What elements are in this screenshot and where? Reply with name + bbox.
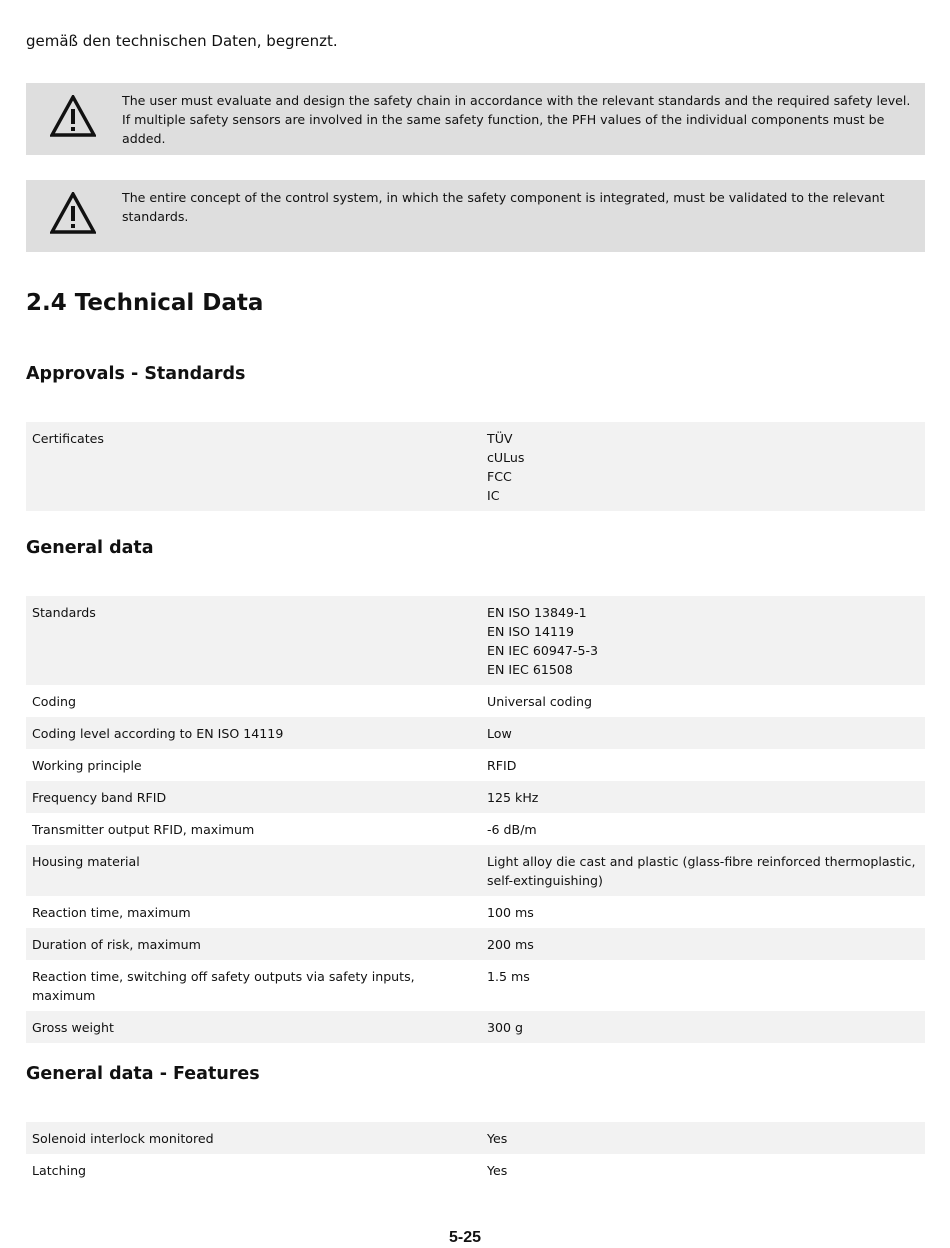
general-data-table (26, 596, 925, 1043)
features-table (26, 1122, 925, 1186)
spec-value (481, 896, 925, 928)
spec-value-line: 100 ms (487, 905, 534, 920)
spec-value (481, 1011, 925, 1043)
page-number: 5-25 (448, 1229, 482, 1246)
spec-key: Working principle (26, 749, 481, 781)
spec-key: Frequency band RFID (26, 781, 481, 813)
spec-value (481, 960, 925, 1011)
spec-key: Solenoid interlock monitored (26, 1122, 481, 1154)
spec-key: Certificates (26, 422, 481, 511)
spec-value (481, 928, 925, 960)
spec-value-line: 300 g (487, 1020, 524, 1035)
spec-value-line: IC (487, 488, 500, 503)
spec-value-line: -6 dB/m (487, 822, 537, 837)
table-row (26, 749, 925, 781)
spec-value-line: RFID (487, 758, 517, 773)
warning-box (26, 180, 925, 252)
spec-value-line: Yes (487, 1163, 508, 1178)
warning-text: The user must evaluate and design the safety chain in accordance with the relevant standards and the required safety level. If multiple safety sensors are involved in the same safety function, the PFH values of the individual components must be added. (122, 93, 911, 146)
warning-triangle-icon (50, 95, 96, 137)
spec-value-line: FCC (487, 469, 512, 484)
warning-box (26, 83, 925, 155)
spec-value-line: Universal coding (487, 694, 592, 709)
spec-value (481, 813, 925, 845)
table-row (26, 685, 925, 717)
spec-value (481, 749, 925, 781)
table-row (26, 717, 925, 749)
spec-value (481, 781, 925, 813)
spec-value (481, 845, 925, 896)
spec-key: Transmitter output RFID, maximum (26, 813, 481, 845)
spec-value-line: EN IEC 61508 (487, 662, 573, 677)
spec-key: Latching (26, 1154, 481, 1186)
approvals-table (26, 422, 925, 511)
spec-value (481, 1154, 925, 1186)
spec-value (481, 1122, 925, 1154)
spec-value-line: cULus (487, 450, 525, 465)
section-title: 2.4 Technical Data (26, 290, 264, 316)
spec-key: Gross weight (26, 1011, 481, 1043)
table-row (26, 1122, 925, 1154)
spec-key: Reaction time, maximum (26, 896, 481, 928)
spec-value-line: 125 kHz (487, 790, 539, 805)
approvals-heading: Approvals - Standards (26, 364, 246, 384)
table-row (26, 813, 925, 845)
general-data-heading: General data (26, 538, 154, 558)
spec-value-line: Yes (487, 1131, 508, 1146)
spec-key: Standards (26, 596, 481, 685)
spec-value-line: 1.5 ms (487, 969, 530, 984)
spec-key: Coding level according to EN ISO 14119 (26, 717, 481, 749)
table-row (26, 1154, 925, 1186)
table-row (26, 1011, 925, 1043)
spec-value-line: 200 ms (487, 937, 534, 952)
spec-value-line: EN IEC 60947-5-3 (487, 643, 599, 658)
spec-value-line: TÜV (487, 431, 513, 446)
warning-text: The entire concept of the control system, in which the safety component is integrated, must be validated to the relevant standards. (122, 190, 885, 224)
table-row (26, 928, 925, 960)
table-row (26, 960, 925, 1011)
spec-key: Coding (26, 685, 481, 717)
table-row (26, 896, 925, 928)
spec-value-line: Light alloy die cast and plastic (glass-fibre reinforced thermoplastic, self-extinguishing) (487, 854, 916, 888)
table-row (26, 596, 925, 685)
intro-text: gemäß den technischen Daten, begrenzt. (26, 32, 338, 50)
table-row (26, 781, 925, 813)
spec-key: Housing material (26, 845, 481, 896)
spec-value (481, 422, 925, 511)
table-row (26, 422, 925, 511)
spec-value-line: EN ISO 14119 (487, 624, 575, 639)
warning-triangle-icon (50, 192, 96, 234)
spec-value (481, 717, 925, 749)
spec-value (481, 685, 925, 717)
spec-key: Duration of risk, maximum (26, 928, 481, 960)
spec-value (481, 596, 925, 685)
table-row (26, 845, 925, 896)
spec-key: Reaction time, switching off safety outputs via safety inputs, maximum (26, 960, 481, 1011)
features-heading: General data - Features (26, 1064, 260, 1084)
spec-value-line: EN ISO 13849-1 (487, 605, 587, 620)
spec-value-line: Low (487, 726, 512, 741)
